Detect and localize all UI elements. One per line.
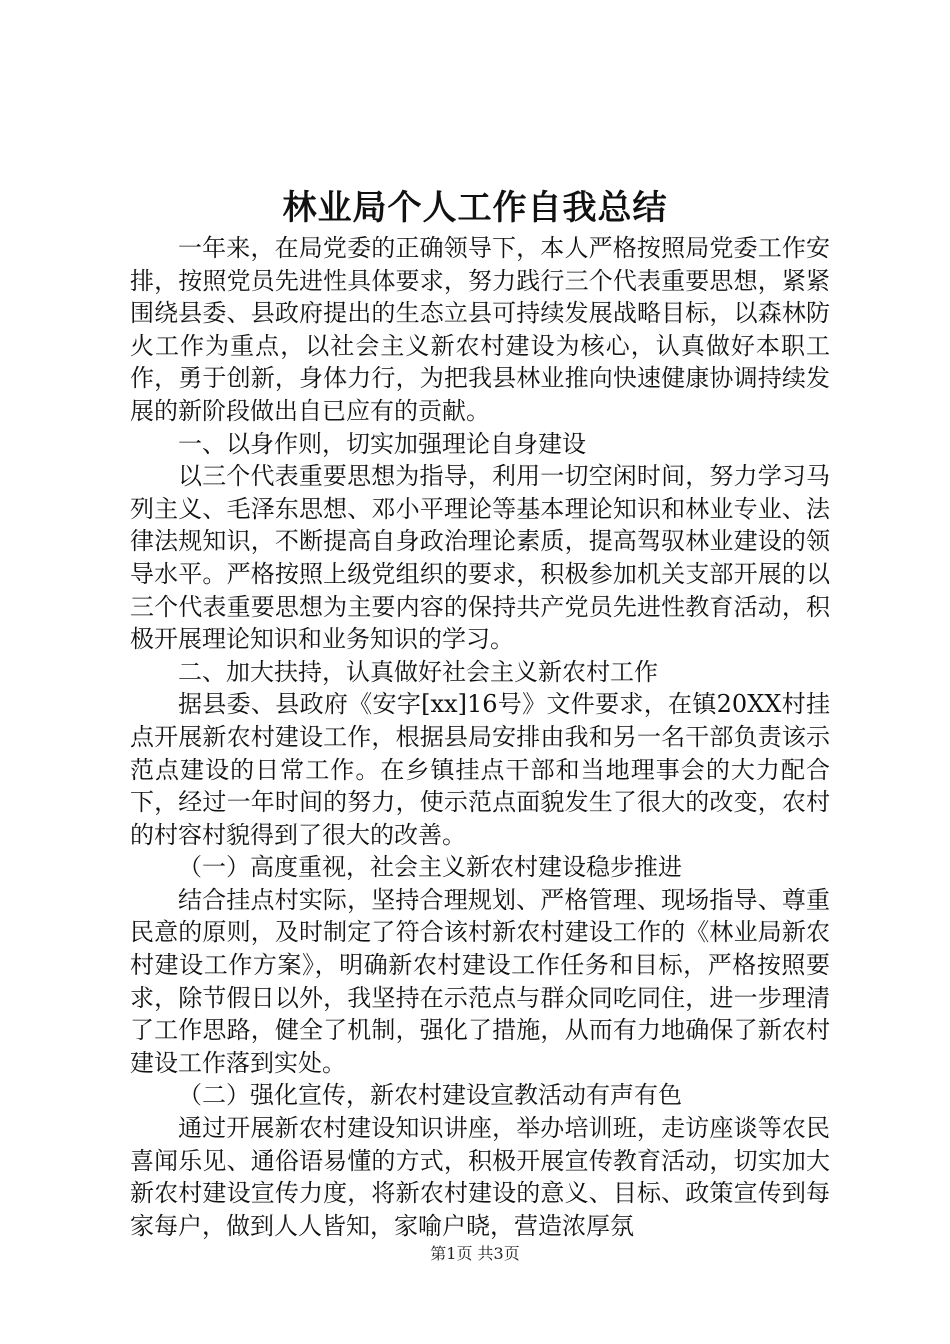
subsection-1-paragraph: 结合挂点村实际，坚持合理规划、严格管理、现场指导、尊重民意的原则，及时制定了符合该村新农村建设工作的《林业局新农村建设工作方案》，明确新农村建设工作任务和目标，严格按照要求，除节假日以外，我坚持在示范点与群众同吃同住，进一步理清了工作思路，健全了机制，强化了措施，从而有力地确保了新农村建设工作落到实处。	[130, 885, 830, 1077]
document-title: 林业局个人工作自我总结	[282, 188, 668, 228]
intro-paragraph: 一年来，在局党委的正确领导下，本人严格按照局党委工作安排，按照党员先进性具体要求，努力践行三个代表重要思想，紧紧围绕县委、县政府提出的生态立县可持续发展战略目标，以森林防火工作为重点，以社会主义新农村建设为核心，认真做好本职工作，勇于创新，身体力行，为把我县林业推向快速健康协调持续发展的新阶段做出自已应有的贡献。	[130, 234, 830, 425]
section-2-paragraph: 据县委、县政府《安字[xx]16号》文件要求，在镇20XX村挂点开展新农村建设工作，根据县局安排由我和另一名干部负责该示范点建设的日常工作。在乡镇挂点干部和当地理事会的大力配合下，经过一年时间的努力，使示范点面貌发生了很大的改变，农村的村容村貌得到了很大的改善。	[130, 690, 830, 849]
subsection-heading-2: （二）强化宣传，新农村建设宣教活动有声有色	[178, 1081, 682, 1110]
document-body	[130, 232, 830, 1242]
subsection-heading-1: （一）高度重视，社会主义新农村建设稳步推进	[178, 853, 682, 882]
page-footer: 第1页 共3页	[430, 1244, 520, 1263]
section-1-paragraph: 以三个代表重要思想为指导，利用一切空闲时间，努力学习马列主义、毛泽东思想、邓小平理论等基本理论知识和林业专业、法律法规知识，不断提高自身政治理论素质，提高驾驭林业建设的领导水平。严格按照上级党组织的要求，积极参加机关支部开展的以三个代表重要思想为主要内容的保持共产党员先进性教育活动，积极开展理论知识和业务知识的学习。	[130, 462, 830, 654]
subsection-2-paragraph: 通过开展新农村建设知识讲座，举办培训班，走访座谈等农民喜闻乐见、通俗语易懂的方式，积极开展宣传教育活动，切实加大新农村建设宣传力度，将新农村建设的意义、目标、政策宣传到每家每户，做到人人皆知，家喻户晓，营造浓厚氛	[130, 1114, 830, 1240]
section-heading-1: 一、以身作则，切实加强理论自身建设	[178, 429, 586, 458]
section-heading-2: 二、加大扶持，认真做好社会主义新农村工作	[178, 657, 658, 686]
